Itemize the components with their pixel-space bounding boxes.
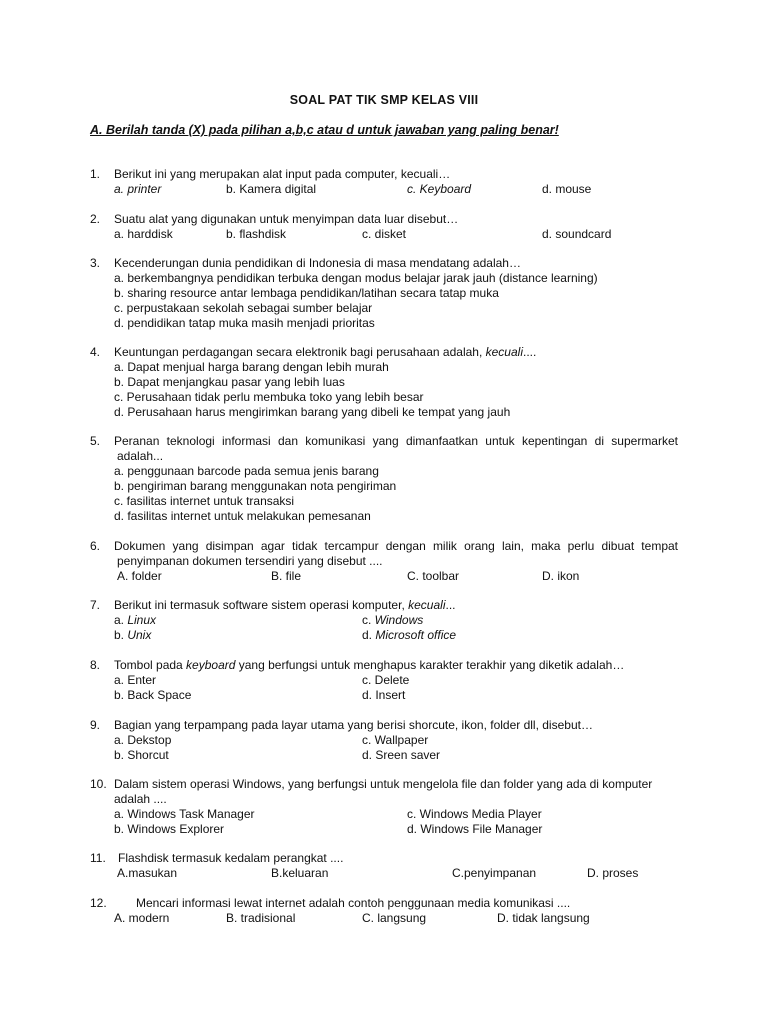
question-text-continued: adalah... [117,449,164,463]
question-number: 12. [90,896,107,910]
question-number: 5. [90,434,101,448]
option-c: c. Delete [362,673,410,687]
question-number: 2. [90,212,101,226]
question-text: Tombol pada keyboard yang berfungsi untuk menghapus karakter terakhir yang diketik adalah… [114,658,625,672]
question-9 [90,718,678,763]
option-d: D. tidak langsung [497,911,590,925]
question-text: Berikut ini termasuk software sistem operasi komputer, kecuali... [114,598,456,612]
option-b: b. Kamera digital [226,182,317,196]
option-c: c. Windows Media Player [407,807,542,821]
option-d: D. ikon [542,569,580,583]
question-1 [90,167,678,197]
option-c: c. Wallpaper [362,733,429,747]
question-text: Keuntungan perdagangan secara elektronik bagi perusahaan adalah, kecuali.... [114,345,537,359]
option-d: D. proses [587,866,639,880]
question-text: Bagian yang terpampang pada layar utama yang berisi shorcute, ikon, folder dll, disebut… [114,718,593,732]
question-6 [90,539,678,584]
option-d: d. pendidikan tatap muka masih menjadi prioritas [114,316,375,330]
question-text-continued: penyimpanan dokumen tersendiri yang disebut .... [117,554,383,568]
option-a: A. folder [117,569,162,583]
question-text: Mencari informasi lewat internet adalah contoh penggunaan media komunikasi .... [136,896,571,910]
question-number: 9. [90,718,101,732]
question-text-continued: adalah .... [114,792,167,806]
option-c: c. perpustakaan sekolah sebagai sumber belajar [114,301,373,315]
option-b: B. file [271,569,302,583]
question-text: Dokumen yang disimpan agar tidak tercampur dengan milik orang lain, maka perlu dibuat tempat [114,539,678,553]
option-b: b. Unix [114,628,152,642]
question-text: Berikut ini yang merupakan alat input pada computer, kecuali… [114,167,451,181]
option-d: d. mouse [542,182,592,196]
question-10 [90,777,678,837]
option-a: A.masukan [117,866,178,880]
option-c: c. Perusahaan tidak perlu membuka toko yang lebih besar [114,390,424,404]
question-3 [90,256,678,331]
question-12 [90,896,678,926]
question-number: 3. [90,256,101,270]
page-title: SOAL PAT TIK SMP KELAS VIII [289,93,479,107]
option-b: b. Dapat menjangkau pasar yang lebih luas [114,375,345,389]
option-a: a. Windows Task Manager [114,807,255,821]
option-c: C.penyimpanan [452,866,537,880]
option-c: c. fasilitas internet untuk transaksi [114,494,295,508]
option-d: d. fasilitas internet untuk melakukan pemesanan [114,509,371,523]
option-c: C. toolbar [407,569,460,583]
option-a: a. Linux [114,613,157,627]
question-7 [90,598,678,643]
option-b: B.keluaran [271,866,329,880]
option-b: b. Back Space [114,688,192,702]
option-d: d. Insert [362,688,406,702]
question-8 [90,658,678,703]
question-number: 8. [90,658,101,672]
option-c: c. Keyboard [407,182,472,196]
option-a: A. modern [114,911,170,925]
option-b: b. pengiriman barang menggunakan nota pengiriman [114,479,397,493]
question-text: Kecenderungan dunia pendidikan di Indonesia di masa mendatang adalah… [114,256,521,270]
option-d: d. soundcard [542,227,612,241]
option-b: b. Shorcut [114,748,169,762]
question-5 [90,434,678,524]
option-c: C. langsung [362,911,427,925]
option-c: c. Windows [362,613,424,627]
option-b: b. flashdisk [226,227,287,241]
option-b: B. tradisional [226,911,296,925]
option-d: d. Sreen saver [362,748,441,762]
question-text: Suatu alat yang digunakan untuk menyimpan data luar disebut… [114,212,459,226]
question-11 [90,851,678,881]
option-b: b. sharing resource antar lembaga pendidikan/latihan secara tatap muka [114,286,499,300]
question-number: 11. [90,851,106,865]
option-d: d. Perusahaan harus mengirimkan barang yang dibeli ke tempat yang jauh [114,405,511,419]
question-number: 1. [90,167,101,181]
question-number: 10. [90,777,107,791]
option-a: a. Dekstop [114,733,172,747]
question-number: 6. [90,539,101,553]
instruction: A. Berilah tanda (X) pada pilihan a,b,c atau d untuk jawaban yang paling benar! [90,123,559,137]
question-text: Peranan teknologi informasi dan komunikasi yang dimanfaatkan untuk kepentingan di supermarket [114,434,678,448]
option-d: d. Microsoft office [362,628,457,642]
option-c: c. disket [362,227,407,241]
option-b: b. Windows Explorer [114,822,225,836]
question-4 [90,345,678,420]
option-a: a. Dapat menjual harga barang dengan lebih murah [114,360,389,374]
question-number: 4. [90,345,101,359]
question-number: 7. [90,598,101,612]
option-a: a. berkembangnya pendidikan terbuka dengan modus belajar jarak jauh (distance learning) [114,271,598,285]
option-d: d. Windows File Manager [407,822,543,836]
option-a: a. Enter [114,673,157,687]
question-2 [90,212,678,242]
option-a: a. penggunaan barcode pada semua jenis barang [114,464,379,478]
option-a: a. printer [114,182,162,196]
question-text: Flashdisk termasuk kedalam perangkat .... [118,851,344,865]
question-text: Dalam sistem operasi Windows, yang berfungsi untuk mengelola file dan folder yang ada di komputer [114,777,653,791]
option-a: a. harddisk [114,227,173,241]
